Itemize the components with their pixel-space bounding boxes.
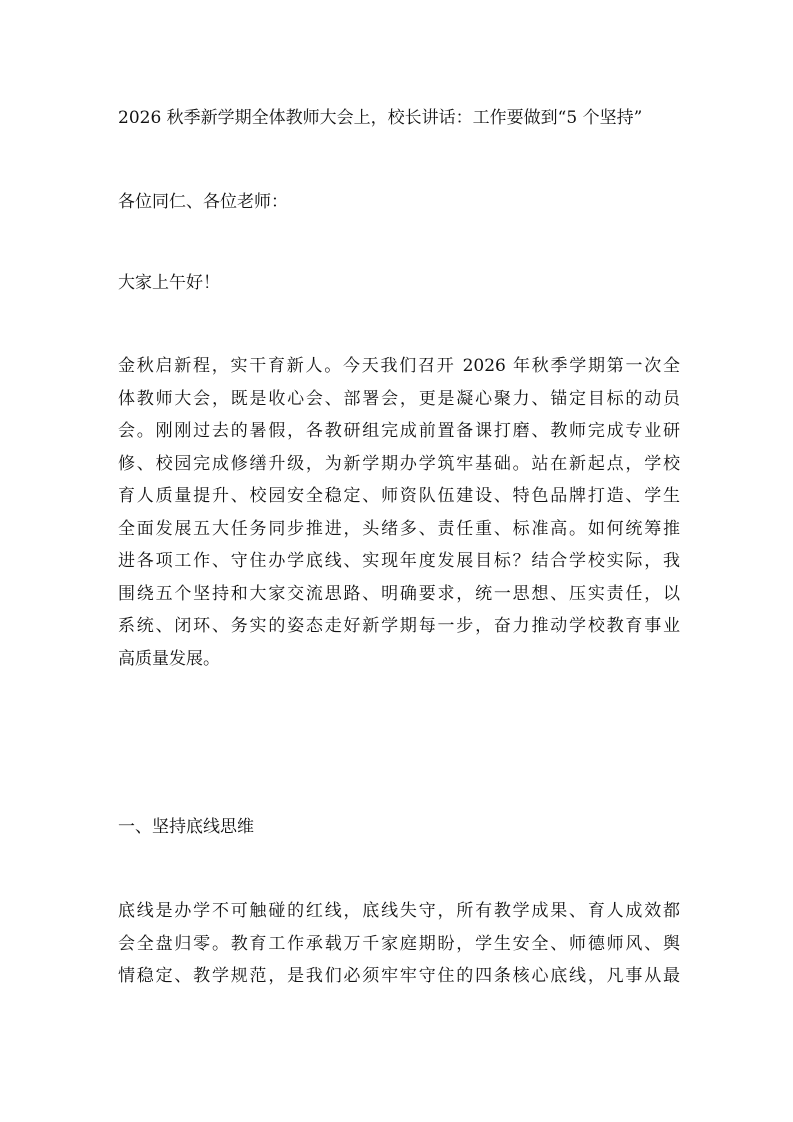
intro-line: 围绕五个坚持和大家交流思路、明确要求，统一思想、压实责任，以 — [118, 583, 680, 604]
section1-line: 会全盘归零。教育工作承载万千家庭期盼，学生安全、师德师风、舆 — [118, 933, 680, 954]
intro-line: 会。刚刚过去的暑假，各教研组完成前置备课打磨、教师完成专业研 — [118, 421, 680, 441]
section1-line: 底线是办学不可触碰的红线，底线失守，所有教学成果、育人成效都 — [118, 901, 680, 921]
greeting: 大家上午好！ — [118, 273, 220, 293]
section-heading: 一、坚持底线思维 — [118, 817, 254, 837]
intro-line: 进各项工作、守住办学底线、实现年度发展目标？结合学校实际，我 — [118, 551, 680, 571]
intro-line: 修、校园完成修缮升级，为新学期办学筑牢基础。站在新起点，学校 — [118, 453, 680, 474]
section1-line: 情稳定、教学规范，是我们必须牢牢守住的四条核心底线，凡事从最 — [118, 966, 680, 986]
intro-line: 育人质量提升、校园安全稳定、师资队伍建设、特色品牌打造、学生 — [118, 486, 680, 506]
intro-line: 金秋启新程，实干育新人。今天我们召开 2026 年秋季学期第一次全 — [118, 356, 680, 376]
intro-line: 高质量发展。 — [118, 648, 220, 669]
salutation: 各位同仁、各位老师： — [118, 192, 288, 212]
intro-paragraph — [118, 350, 680, 675]
section1-paragraph — [118, 895, 680, 993]
document-title: 2026 秋季新学期全体教师大会上，校长讲话：工作要做到“5 个坚持” — [118, 108, 643, 128]
intro-line: 体教师大会，既是收心会、部署会，更是凝心聚力、锚定目标的动员 — [118, 388, 680, 409]
intro-line: 系统、闭环、务实的姿态走好新学期每一步，奋力推动学校教育事业 — [118, 616, 680, 636]
intro-line: 全面发展五大任务同步推进，头绪多、责任重、标准高。如何统筹推 — [118, 518, 680, 539]
